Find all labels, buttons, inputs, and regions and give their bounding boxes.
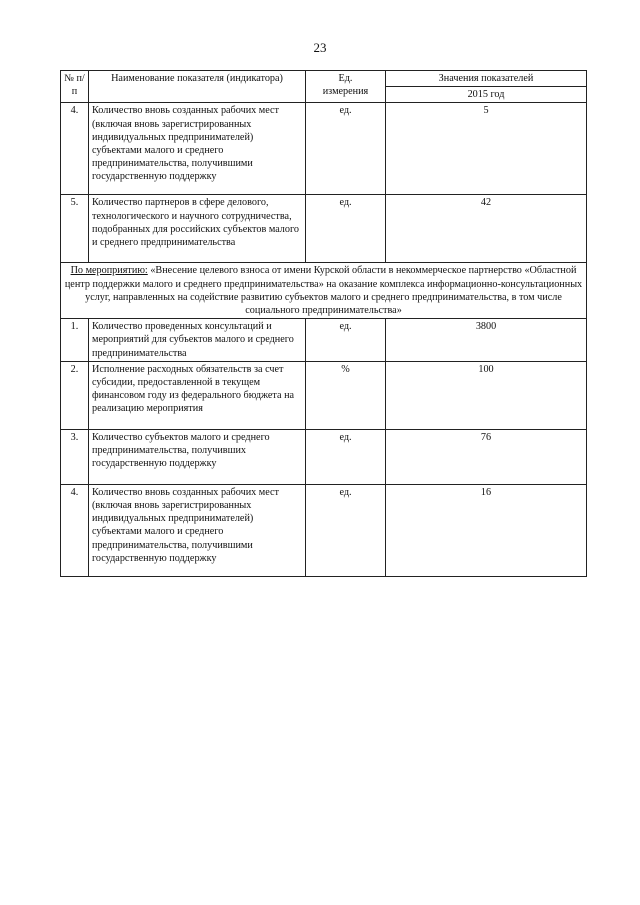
table-row	[61, 429, 587, 484]
row-num: 3.	[61, 429, 89, 484]
row-unit: ед.	[306, 103, 386, 195]
header-name: Наименование показателя (индикатора)	[89, 71, 306, 103]
row-name: Количество вновь созданных рабочих мест (включая вновь зарегистрированных индивидуальных предпринимателей) субъектами малого и среднего предпринимательства, получившими государственную поддержку	[89, 103, 306, 195]
table-row	[61, 103, 587, 195]
indicators-table	[60, 70, 587, 577]
row-value: 76	[386, 429, 587, 484]
row-unit: ед.	[306, 429, 386, 484]
section-text: «Внесение целевого взноса от имени Курской области в некоммерческое партнерство «Областной центр поддержки малого и среднего предпринимательства» на оказание комплекса информационно-консультационных услуг, направленных на содействие развитию субъектов малого и среднего предпринимательства, в том числе социального предпринимательства»	[64, 265, 583, 317]
row-name: Количество субъектов малого и среднего предпринимательства, получивших государственную поддержку	[89, 429, 306, 484]
table-row	[61, 484, 587, 576]
page-number: 23	[313, 40, 327, 55]
row-unit: %	[306, 361, 386, 429]
row-value: 42	[386, 195, 587, 263]
header-unit-line2: измерения	[322, 86, 369, 98]
section-prefix: По мероприятию:	[70, 265, 148, 277]
row-num: 2.	[61, 361, 89, 429]
row-name: Исполнение расходных обязательств за счет субсидии, предоставленной в текущем финансовом году из федерального бюджета на реализацию мероприятия	[89, 361, 306, 429]
row-name: Количество проведенных консультаций и мероприятий для субъектов малого и среднего предпринимательства	[89, 319, 306, 362]
section-cell	[61, 263, 587, 319]
header-year: 2015 год	[386, 87, 587, 103]
row-num: 1.	[61, 319, 89, 362]
section-row	[61, 263, 587, 319]
row-name: Количество партнеров в сфере делового, технологического и научного сотрудничества, подобранных для российских субъектов малого и среднего предпринимательства	[89, 195, 306, 263]
row-unit: ед.	[306, 195, 386, 263]
row-num: 4.	[61, 103, 89, 195]
row-value: 16	[386, 484, 587, 576]
table-header-row	[61, 71, 587, 87]
header-num: № п/п	[61, 71, 89, 103]
row-name: Количество вновь созданных рабочих мест (включая вновь зарегистрированных индивидуальных предпринимателей) субъектами малого и среднего предпринимательства, получившими государственную поддержку	[89, 484, 306, 576]
row-value: 3800	[386, 319, 587, 362]
row-value: 5	[386, 103, 587, 195]
row-unit: ед.	[306, 484, 386, 576]
table-row	[61, 195, 587, 263]
row-num: 4.	[61, 484, 89, 576]
row-num: 5.	[61, 195, 89, 263]
table-row	[61, 361, 587, 429]
row-unit: ед.	[306, 319, 386, 362]
row-value: 100	[386, 361, 587, 429]
header-unit	[306, 71, 386, 103]
header-unit-line1: Ед.	[338, 73, 353, 84]
table-row	[61, 319, 587, 362]
header-values: Значения показателей	[386, 71, 587, 87]
